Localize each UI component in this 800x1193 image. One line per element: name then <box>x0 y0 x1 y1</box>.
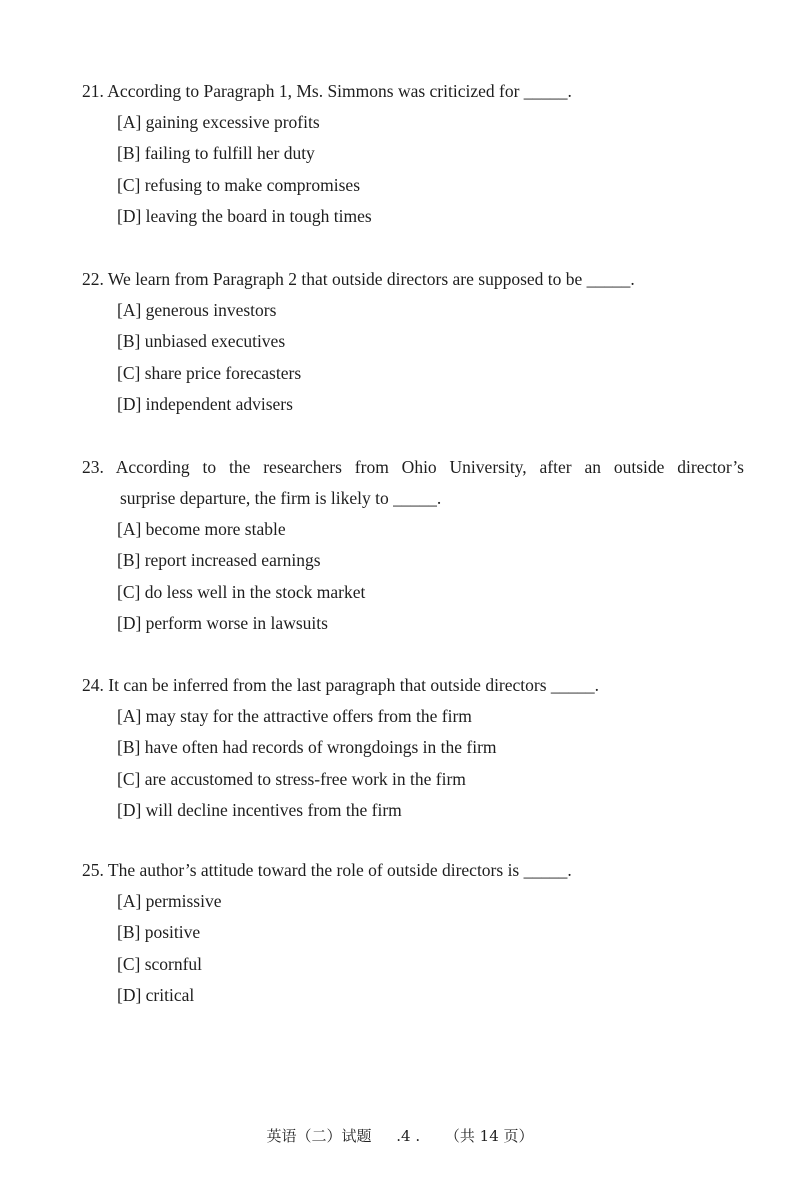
question-25 <box>82 855 744 1011</box>
option-d: [D] critical <box>117 984 195 1005</box>
question-stem-continuation: surprise departure, the firm is likely to _____. <box>120 488 442 508</box>
question-stem: 23. According to the researchers from Ohio University, after an outside director’s <box>82 457 744 477</box>
option-list <box>82 107 744 232</box>
option-a: [A] generous investors <box>117 300 277 320</box>
total-pages: （共 14 页） <box>444 1127 534 1145</box>
option-a: [A] become more stable <box>117 519 286 539</box>
option-list <box>82 514 744 639</box>
question-23 <box>82 452 744 639</box>
question-24 <box>82 670 744 826</box>
option-list <box>82 886 744 1011</box>
option-list <box>82 701 744 826</box>
option-c: [C] scornful <box>117 953 203 974</box>
question-21 <box>82 76 744 232</box>
option-d: [D] independent advisers <box>117 393 293 414</box>
option-a: [A] may stay for the attractive offers from the firm <box>117 706 472 726</box>
option-c: [C] share price forecasters <box>117 362 302 383</box>
option-b: [B] have often had records of wrongdoings in the firm <box>117 737 497 758</box>
question-stem: 24. It can be inferred from the last paragraph that outside directors _____. <box>82 675 600 695</box>
option-c: [C] do less well in the stock market <box>117 581 366 602</box>
option-c: [C] are accustomed to stress-free work in the firm <box>117 768 466 789</box>
question-stem: 22. We learn from Paragraph 2 that outside directors are supposed to be _____. <box>82 269 635 289</box>
option-b: [B] report increased earnings <box>117 550 321 571</box>
option-b: [B] unbiased executives <box>117 331 286 352</box>
option-c: [C] refusing to make compromises <box>117 174 361 195</box>
question-22 <box>82 264 744 420</box>
option-b: [B] positive <box>117 922 201 943</box>
option-d: [D] leaving the board in tough times <box>117 205 372 226</box>
question-stem: 21. According to Paragraph 1, Ms. Simmons was criticized for _____. <box>82 81 572 101</box>
page-footer <box>0 1125 800 1146</box>
option-list <box>82 295 744 420</box>
exam-subject: 英语（二）试题 <box>266 1127 372 1145</box>
page-number: .4 . <box>396 1127 421 1145</box>
option-a: [A] gaining excessive profits <box>117 112 320 132</box>
question-stem: 25. The author’s attitude toward the role of outside directors is _____. <box>82 860 572 880</box>
option-b: [B] failing to fulfill her duty <box>117 143 315 164</box>
option-d: [D] perform worse in lawsuits <box>117 612 328 633</box>
option-d: [D] will decline incentives from the firm <box>117 799 402 820</box>
option-a: [A] permissive <box>117 891 222 911</box>
